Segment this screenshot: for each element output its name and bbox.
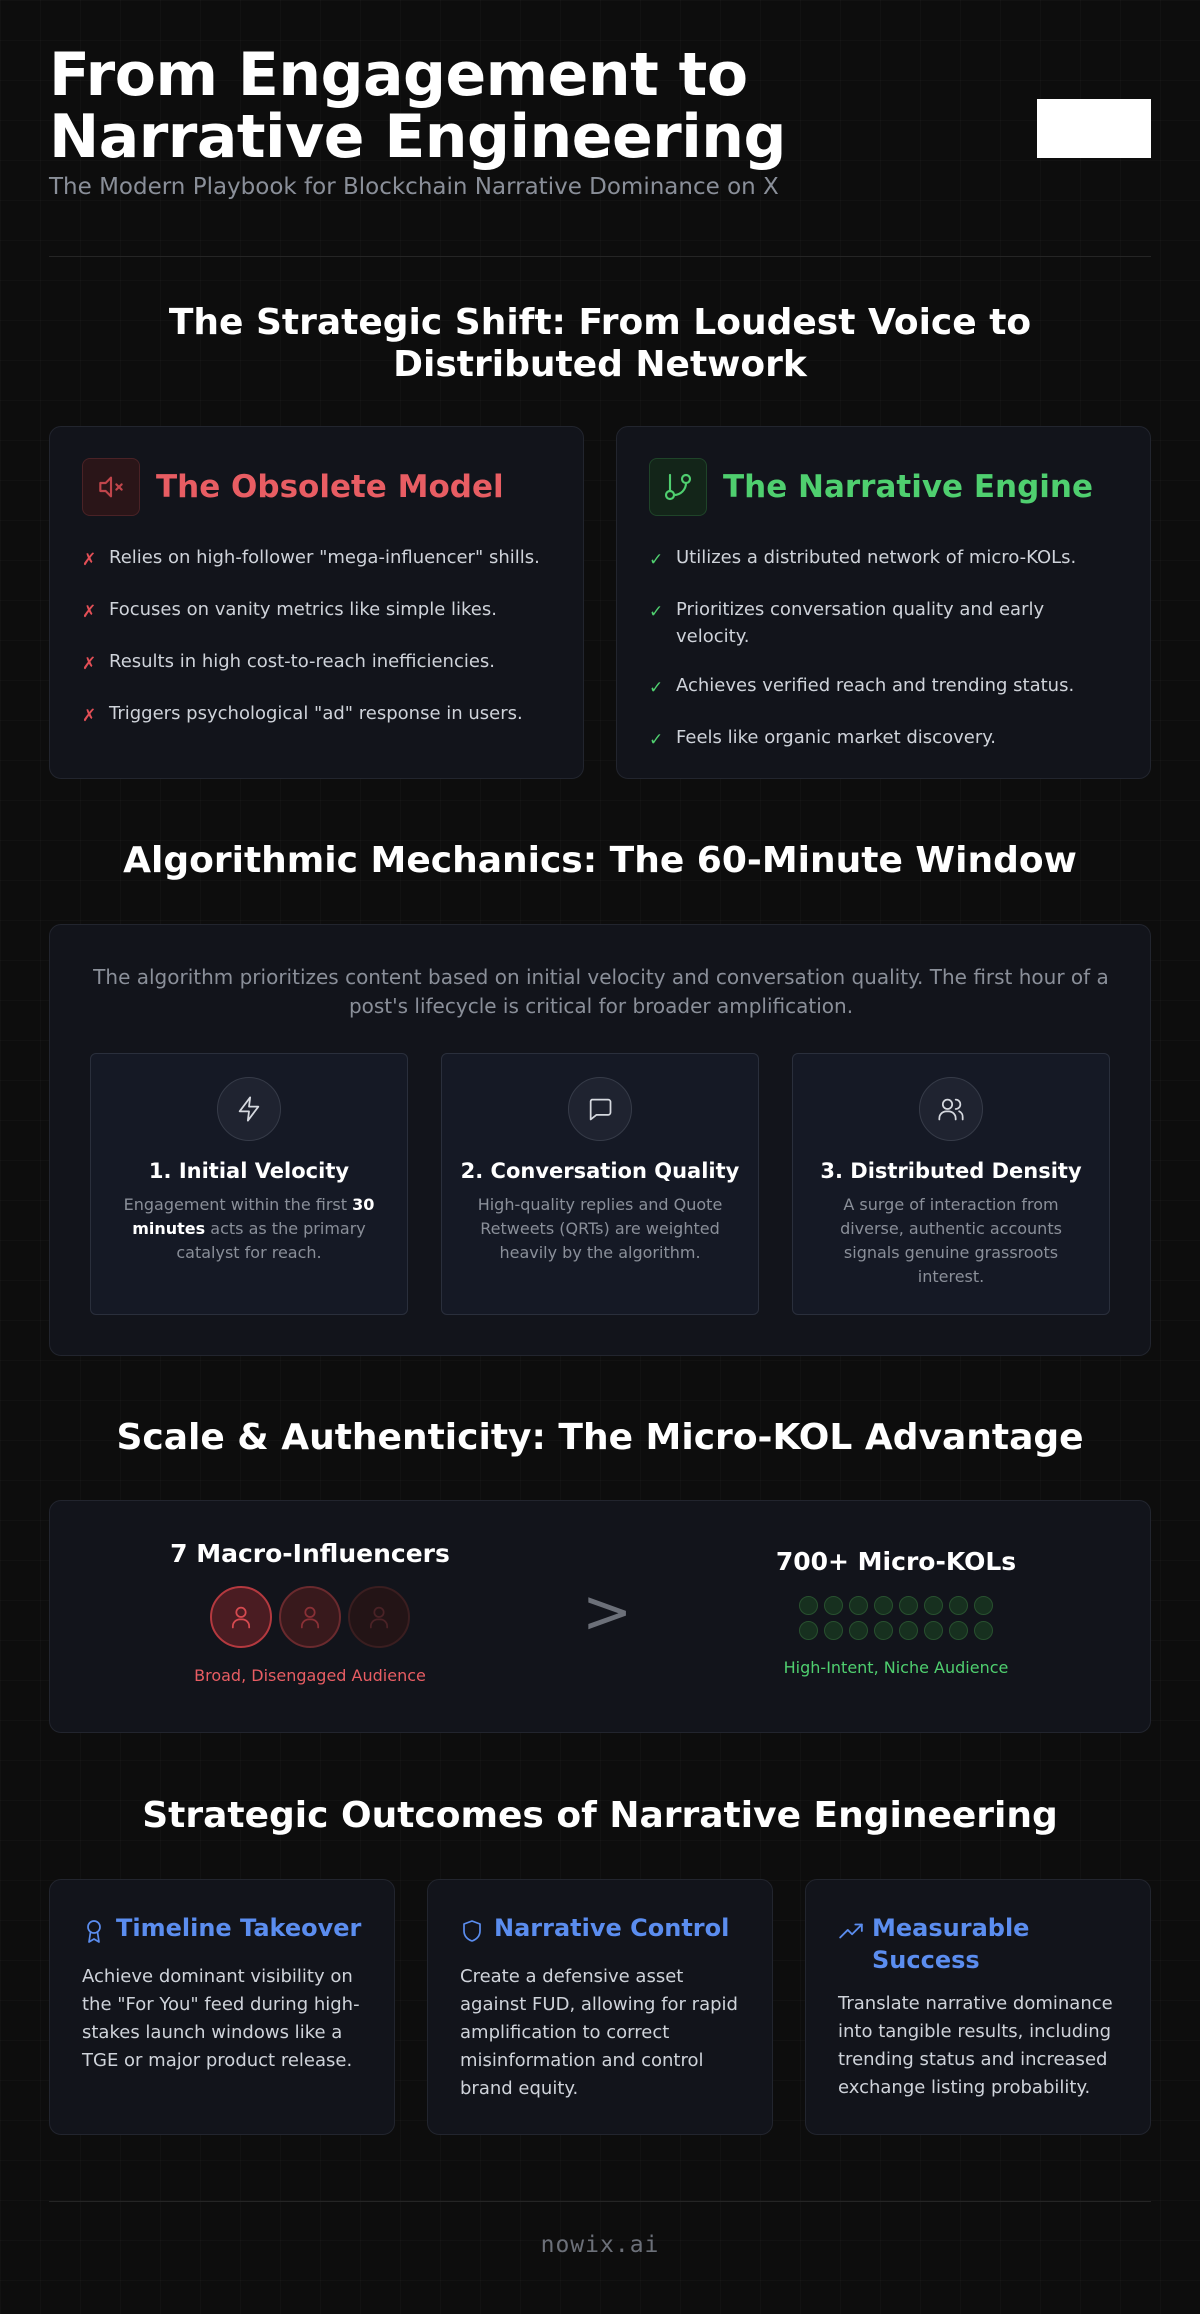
list-item: ✓ Achieves verified reach and trending status. (649, 672, 1120, 702)
macro-influencers-group (110, 1539, 510, 1685)
scale-panel (49, 1500, 1151, 1733)
outcome-card-timeline (49, 1879, 395, 2135)
micro-kol-dot (974, 1596, 993, 1615)
list-item: ✗ Focuses on vanity metrics like simple likes. (82, 596, 553, 626)
micro-kol-dot (849, 1596, 868, 1615)
mechanics-card-density (792, 1053, 1110, 1315)
micro-kol-dot (824, 1596, 843, 1615)
micro-kol-dot (874, 1621, 893, 1640)
check-icon: ✓ (649, 550, 664, 570)
footer-divider (49, 2201, 1151, 2202)
micro-kol-dot (899, 1596, 918, 1615)
obsolete-model-title: The Obsolete Model (156, 469, 504, 505)
outcome-title: Narrative Control (494, 1914, 730, 1942)
mechanics-description: The algorithm prioritizes content based on initial velocity and conversation quality. The first hour of a post's lifecycle is critical for broader amplification. (93, 965, 1109, 1018)
micro-kol-dot (849, 1621, 868, 1640)
cross-icon: ✗ (82, 654, 97, 674)
git-branch-icon (649, 458, 707, 516)
outcome-text: Translate narrative dominance into tangible results, including trending status and increased exchange listing probability. (838, 1993, 1113, 2098)
user-icon (348, 1586, 410, 1648)
outcome-card-measurable-success (805, 1879, 1151, 2135)
mechanics-card-text: A surge of interaction from diverse, authentic accounts signals genuine grassroots interest. (840, 1195, 1062, 1286)
shield-icon (460, 1912, 488, 1949)
outcome-text: Achieve dominant visibility on the "For You" feed during high-stakes launch windows like a TGE or major product release. (82, 1966, 360, 2071)
list-item: ✗ Triggers psychological "ad" response in users. (82, 700, 553, 730)
micro-kol-dot (899, 1621, 918, 1640)
micro-kol-dot (874, 1596, 893, 1615)
mechanics-panel (49, 924, 1151, 1356)
chat-bubble-icon (568, 1077, 632, 1141)
footer-brand: nowix.ai (540, 2232, 660, 2258)
mechanics-card-velocity (90, 1053, 408, 1315)
obsolete-model-card (49, 426, 584, 779)
mechanics-card-text: Engagement within the first 30 minutes acts as the primary catalyst for reach. (123, 1195, 375, 1262)
section-title-outcomes: Strategic Outcomes of Narrative Engineering (142, 1795, 1058, 1836)
micro-kol-dot (824, 1621, 843, 1640)
section-title-mechanics: Algorithmic Mechanics: The 60-Minute Window (123, 840, 1077, 881)
outcome-title: Timeline Takeover (116, 1914, 362, 1942)
user-icon (210, 1586, 272, 1648)
trending-up-icon (838, 1912, 866, 1949)
logo-placeholder (1037, 99, 1151, 158)
narrative-engine-card (616, 426, 1151, 779)
page-subtitle: The Modern Playbook for Blockchain Narrative Dominance on X (49, 174, 779, 200)
section-title-shift: The Strategic Shift: From Loudest Voice to Distributed Network (168, 302, 1032, 385)
micro-kol-dot (974, 1621, 993, 1640)
micro-kols-group (696, 1547, 1096, 1677)
outcome-card-narrative-control (427, 1879, 773, 2135)
macro-avatar-row (110, 1586, 510, 1648)
muted-speaker-icon (82, 458, 140, 516)
mechanics-card-conversation (441, 1053, 759, 1315)
cross-icon: ✗ (82, 706, 97, 726)
micro-kol-dot (949, 1596, 968, 1615)
header (49, 40, 1151, 257)
macro-caption: Broad, Disengaged Audience (194, 1666, 426, 1685)
micro-kol-dot (924, 1621, 943, 1640)
users-icon (919, 1077, 983, 1141)
cross-icon: ✗ (82, 602, 97, 622)
cross-icon: ✗ (82, 550, 97, 570)
page-title: From Engagement to Narrative Engineering (49, 40, 786, 172)
micro-dot-grid (696, 1596, 1096, 1640)
micro-kol-dot (799, 1621, 818, 1640)
outcome-title: Measurable Success (872, 1914, 1030, 1974)
greater-than-symbol: > (582, 1577, 633, 1647)
mechanics-card-title: 1. Initial Velocity (148, 1159, 350, 1183)
list-item: ✓ Feels like organic market discovery. (649, 724, 1120, 754)
check-icon: ✓ (649, 602, 664, 622)
macro-title: 7 Macro-Influencers (170, 1539, 450, 1568)
list-item: ✗ Relies on high-follower "mega-influencer" shills. (82, 544, 553, 574)
check-icon: ✓ (649, 678, 664, 698)
mechanics-card-title: 2. Conversation Quality (460, 1159, 740, 1183)
mechanics-card-title: 3. Distributed Density (820, 1159, 1082, 1183)
narrative-engine-list (649, 544, 1120, 754)
award-icon (82, 1912, 110, 1949)
list-item: ✓ Utilizes a distributed network of micro-KOLs. (649, 544, 1120, 574)
check-icon: ✓ (649, 730, 664, 750)
obsolete-model-list (82, 544, 553, 730)
micro-title: 700+ Micro-KOLs (775, 1547, 1017, 1576)
narrative-engine-title: The Narrative Engine (723, 469, 1094, 505)
micro-kol-dot (799, 1596, 818, 1615)
list-item: ✓ Prioritizes conversation quality and early velocity. (649, 596, 1120, 650)
lightning-icon (217, 1077, 281, 1141)
list-item: ✗ Results in high cost-to-reach inefficiencies. (82, 648, 553, 678)
micro-caption: High-Intent, Niche Audience (783, 1658, 1009, 1677)
outcome-text: Create a defensive asset against FUD, allowing for rapid amplification to correct misinformation and control brand equity. (460, 1966, 738, 2099)
micro-kol-dot (949, 1621, 968, 1640)
micro-kol-dot (924, 1596, 943, 1615)
user-icon (279, 1586, 341, 1648)
section-title-scale: Scale & Authenticity: The Micro-KOL Advantage (116, 1417, 1084, 1458)
mechanics-card-text: High-quality replies and Quote Retweets (QRTs) are weighted heavily by the algorithm. (477, 1195, 723, 1262)
